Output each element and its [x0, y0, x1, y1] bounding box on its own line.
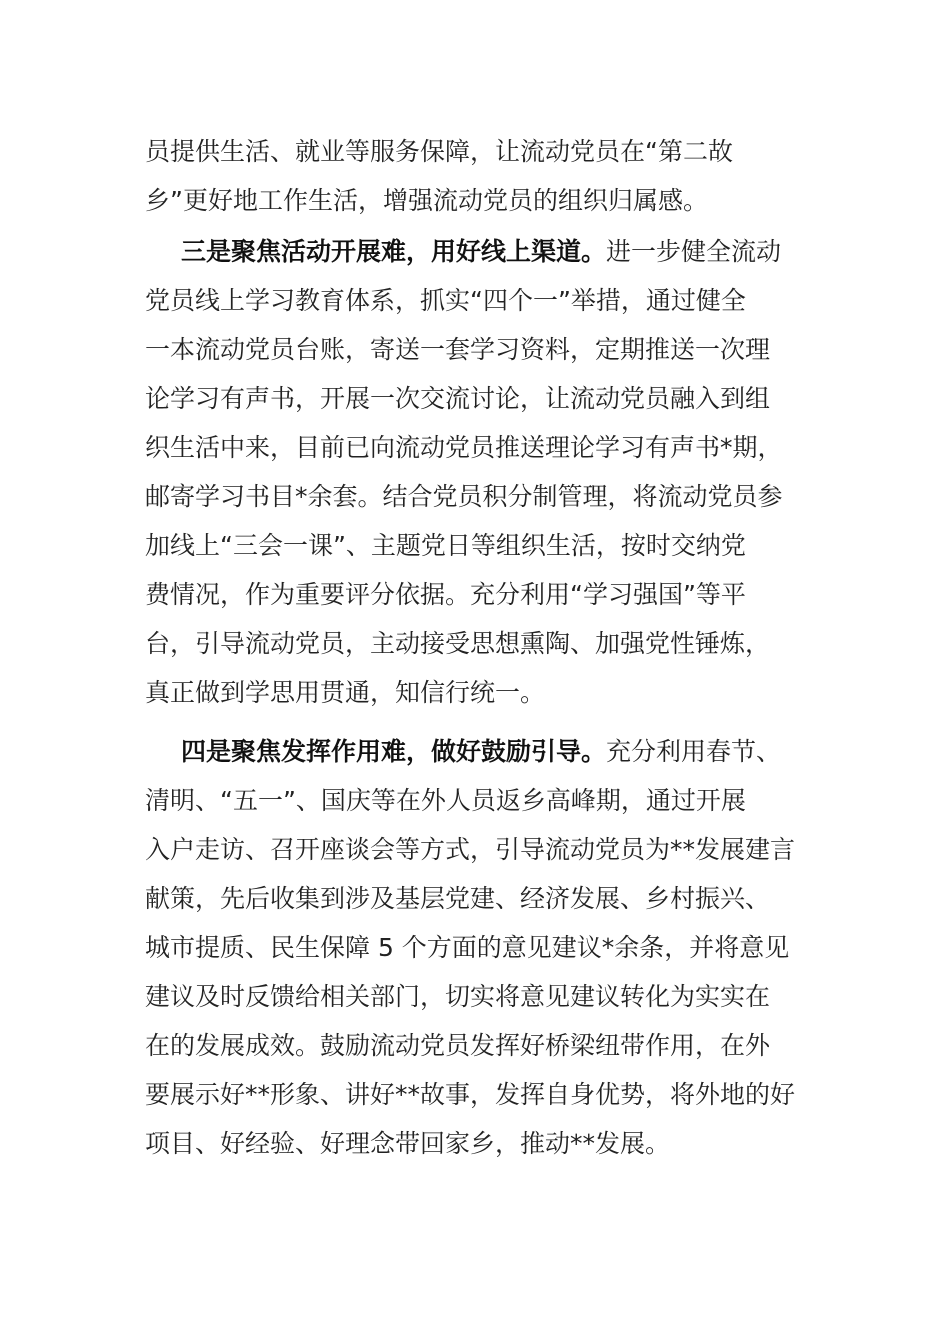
- text-line: 真正做到学思用贯通，知信行统一。: [145, 678, 546, 707]
- text-line: 建议及时反馈给相关部门，切实将意见建议转化为实实在: [145, 982, 771, 1011]
- section-4-heading: 四是聚焦发挥作用难，做好鼓励引导。: [181, 737, 607, 766]
- text-line: 论学习有声书，开展一次交流讨论，让流动党员融入到组: [145, 384, 771, 413]
- continuation-paragraph: [145, 127, 810, 225]
- text-line: 费情况，作为重要评分依据。充分利用“学习强国”等平: [145, 580, 746, 609]
- text-line: 乡”更好地工作生活，增强流动党员的组织归属感。: [145, 186, 708, 215]
- section-3-heading: 三是聚焦活动开展难，用好线上渠道。: [181, 237, 607, 266]
- text-line: 一本流动党员台账，寄送一套学习资料，定期推送一次理: [145, 335, 771, 364]
- text-line: 邮寄学习书目*余套。结合党员积分制管理，将流动党员参: [145, 482, 783, 511]
- text-line: 员提供生活、就业等服务保障，让流动党员在“第二故: [145, 137, 733, 166]
- section-4-paragraph: [145, 727, 810, 1168]
- text-line: 清明、“五一”、国庆等在外人员返乡高峰期，通过开展: [145, 786, 746, 815]
- text-line: 要展示好**形象、讲好**故事，发挥自身优势，将外地的好: [145, 1080, 796, 1109]
- text-line: 献策，先后收集到涉及基层党建、经济发展、乡村振兴、: [145, 884, 771, 913]
- text-line: 党员线上学习教育体系，抓实“四个一”举措，通过健全: [145, 286, 746, 315]
- text-line: 在的发展成效。鼓励流动党员发挥好桥梁纽带作用，在外: [145, 1031, 771, 1060]
- section-3-first-line: [145, 227, 810, 276]
- text-line: 城市提质、民生保障 5 个方面的意见建议*余条，并将意见: [145, 933, 790, 962]
- section-4-first-line-text: 充分利用春节、: [606, 737, 782, 766]
- text-line: 项目、好经验、好理念带回家乡，推动**发展。: [145, 1129, 671, 1158]
- text-line: 织生活中来，目前已向流动党员推送理论学习有声书*期，: [145, 433, 783, 462]
- text-line: 入户走访、召开座谈会等方式，引导流动党员为**发展建言: [145, 835, 796, 864]
- section-3-paragraph: [145, 227, 810, 717]
- text-line: 加线上“三会一课”、主题党日等组织生活，按时交纳党: [145, 531, 746, 560]
- text-line: 台，引导流动党员，主动接受思想熏陶、加强党性锤炼，: [145, 629, 771, 658]
- section-3-first-line-text: 进一步健全流动: [606, 237, 782, 266]
- section-4-first-line: [145, 727, 810, 776]
